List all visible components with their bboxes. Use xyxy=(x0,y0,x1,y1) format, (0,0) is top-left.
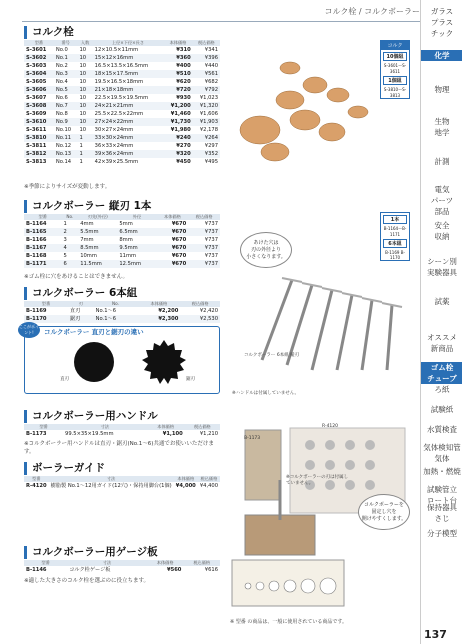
table-cell: 10 xyxy=(77,102,92,110)
page-number: 137 xyxy=(424,628,447,641)
borer-image xyxy=(232,270,412,380)
sidebar-item[interactable]: 生物 地学 xyxy=(434,117,450,137)
table-header: 税込価格 xyxy=(198,476,220,482)
table-cell: B-1168 xyxy=(26,253,47,259)
table-cell: ¥297 xyxy=(204,143,218,149)
table-cell: ¥737 xyxy=(188,260,220,268)
table-cell: ¥1,320 xyxy=(193,102,220,110)
table-cell: 9.5mm xyxy=(117,244,156,252)
table-cell: ¥1,606 xyxy=(199,111,218,117)
table-cell: 10 xyxy=(77,86,92,94)
table-header: 上径×下径×長さ xyxy=(93,40,164,46)
table-cell: 10 xyxy=(77,70,92,78)
table-cell: No.6 xyxy=(55,95,68,101)
guide-table xyxy=(24,476,220,490)
table-cell: ¥670 xyxy=(171,253,187,259)
cap-handle: B-1173 xyxy=(244,436,261,441)
sidebar-item[interactable]: シーン別 実験器具 xyxy=(427,257,457,277)
table-cell: ¥737 xyxy=(188,228,220,236)
borer-box-b: 6本組 xyxy=(383,239,407,248)
table-cell: 10 xyxy=(77,118,92,126)
table-cell: 39×36×24mm xyxy=(93,150,164,158)
table-cell: No.13 xyxy=(54,150,78,158)
handle-note-text: ※コルクボーラー用ハンドルは直刃・鋸刃(No.1～6)共通でお使いいただけます。 xyxy=(24,441,214,455)
table-cell: 10 xyxy=(77,54,92,62)
table-cell: ¥720 xyxy=(163,86,193,94)
table-cell: ¥560 xyxy=(166,567,182,573)
table-header: 本体価格 xyxy=(163,40,193,46)
table-cell: 27×24×22mm xyxy=(93,118,164,126)
table-cell: ¥352 xyxy=(193,150,220,158)
table-cell: B-1166 xyxy=(26,237,47,243)
table-cell: No.1～6 xyxy=(94,315,138,323)
sidebar-item[interactable]: 安全 収納 xyxy=(434,221,450,241)
table-cell: No.12 xyxy=(55,143,72,149)
table-cell: 16.5×13.5×16.5mm xyxy=(94,63,149,69)
table-row xyxy=(24,102,220,110)
handle-note: ※ハンドルは付属していません。 xyxy=(232,391,300,396)
table-cell: 2 xyxy=(61,228,78,236)
table-cell: No.7 xyxy=(54,102,78,110)
table-cell: ¥561 xyxy=(193,70,220,78)
table-cell: 12.5mm xyxy=(117,260,156,268)
sidebar-item[interactable]: 電気 パーツ 部品 xyxy=(430,185,454,216)
table-cell: ¥1,730 xyxy=(163,118,193,126)
table-cell: ¥495 xyxy=(204,159,218,165)
table-header: 型番 xyxy=(24,560,67,566)
borer-box-a-sub: B-1164～B-1171 xyxy=(383,226,407,237)
section-title-borer6: コルクボーラー 6本組 xyxy=(24,287,137,300)
table-cell: ¥2,530 xyxy=(180,315,220,323)
table-cell: 5 xyxy=(63,253,67,259)
sidebar-item[interactable]: 保持器具 さじ xyxy=(427,503,457,523)
table-cell: 10mm xyxy=(80,253,97,259)
table-cell: B-1165 xyxy=(24,228,61,236)
table-header: 番号 xyxy=(54,40,78,46)
cork-label-box xyxy=(380,40,410,99)
table-cell: S-3609 xyxy=(26,111,47,117)
sidebar-item[interactable]: 試験管立 ロート台 xyxy=(427,485,457,505)
table-cell: ¥616 xyxy=(204,567,218,573)
table-cell: ¥620 xyxy=(176,79,191,85)
borer-caption: コルクボーラー 6本組 縦刃 xyxy=(244,353,300,358)
table-cell: ¥396 xyxy=(193,54,220,62)
cork-label-a-sub: S-3601～S-3611 xyxy=(383,63,407,74)
table-cell: S-3605 xyxy=(26,79,47,85)
cork-note: ※季節によりサイズが変動します。 xyxy=(24,184,111,190)
cork-label-b-sub: S-3810～S-3813 xyxy=(383,87,407,98)
saw-blade-image xyxy=(140,338,188,386)
table-cell: 19.5×16.5×18mm xyxy=(94,79,144,85)
table-cell: ¥270 xyxy=(176,143,191,149)
table-row xyxy=(24,482,220,490)
table-row xyxy=(24,252,220,260)
table-cell: 42×39×25.5mm xyxy=(94,159,139,165)
table-cell: B-1170 xyxy=(24,315,68,323)
table-cell: ¥930 xyxy=(176,95,191,101)
table-cell: 36×33×24mm xyxy=(94,143,134,149)
table-row xyxy=(24,566,220,574)
table-cell: 3 xyxy=(63,237,67,243)
table-cell: No.10 xyxy=(55,127,72,133)
table-cell: ¥2,178 xyxy=(199,127,218,133)
table-cell: S-3608 xyxy=(24,102,54,110)
table-cell: 鋸刃 xyxy=(68,315,94,323)
table-header: 型番 xyxy=(24,214,61,220)
section-title-gauge: コルクボーラー用ゲージ板 xyxy=(24,546,158,559)
table-row xyxy=(24,134,220,142)
table-cell: ¥2,200 xyxy=(158,308,179,314)
table-cell: S-3602 xyxy=(24,54,54,62)
table-cell: ¥2,300 xyxy=(137,315,180,323)
table-cell: ¥1,200 xyxy=(163,102,193,110)
borer-box-a: 1本 xyxy=(383,215,407,224)
table-row xyxy=(24,62,220,70)
table-cell: ¥792 xyxy=(193,86,220,94)
table-cell: 99.5×35×19.5mm xyxy=(65,431,114,437)
table-cell: 1 xyxy=(77,150,92,158)
table-cell: 8mm xyxy=(119,237,133,243)
gauge-note: ※適した大きさのコルク栓を選ぶのに役立ちます。 xyxy=(24,578,150,584)
table-cell: No.4 xyxy=(55,79,68,85)
table-cell: ¥450 xyxy=(176,159,191,165)
header-rule xyxy=(22,21,420,22)
table-cell: 8.5mm xyxy=(78,244,117,252)
table-cell: ¥1,023 xyxy=(199,95,218,101)
table-header: 税込価格 xyxy=(185,424,220,430)
table-cell: 1 xyxy=(79,143,83,149)
sidebar-item[interactable]: 気体検知管 気体 xyxy=(423,443,461,463)
table-cell: 1 xyxy=(79,159,83,165)
table-cell: ¥310 xyxy=(176,47,191,53)
table-cell: ¥264 xyxy=(193,134,220,142)
table-cell: ¥1,903 xyxy=(193,118,220,126)
table-cell: ¥1,460 xyxy=(170,111,191,117)
sidebar-item[interactable]: 計測 xyxy=(434,157,450,166)
table-cell: ¥2,420 xyxy=(199,308,218,314)
table-cell: B-1146 xyxy=(26,567,47,573)
table-cell: S-3603 xyxy=(26,63,47,69)
table-header: 刃先(外径) xyxy=(78,214,117,220)
table-cell: No.9 xyxy=(54,118,78,126)
borer-table xyxy=(24,214,220,268)
table-cell: S-3812 xyxy=(24,150,54,158)
sidebar-item[interactable]: 加熱・燃焼 xyxy=(423,467,461,476)
table-header: No. xyxy=(61,214,78,220)
table-cell: ¥737 xyxy=(204,221,218,227)
sidebar-item[interactable]: 分子模型 xyxy=(427,529,457,538)
point-box xyxy=(24,326,220,394)
borer6-table xyxy=(24,301,220,323)
sidebar-item[interactable]: 試験紙 xyxy=(430,405,454,414)
table-cell: ¥4,000 xyxy=(175,483,196,489)
table-cell: ¥400 xyxy=(176,63,191,69)
table-cell: B-1169 xyxy=(26,308,47,314)
table-row xyxy=(24,110,220,118)
table-row xyxy=(24,236,220,244)
table-header: 税込価格 xyxy=(183,560,220,566)
table-row xyxy=(24,228,220,236)
point-badge: ここがポイント! xyxy=(18,322,40,338)
table-cell: ¥670 xyxy=(171,237,187,243)
table-header: 税込価格 xyxy=(188,214,220,220)
sidebar-item[interactable]: 化学 xyxy=(421,50,462,61)
table-cell: ¥737 xyxy=(188,244,220,252)
table-cell: 6.5mm xyxy=(117,228,156,236)
table-header: 本体価格 xyxy=(157,214,189,220)
cap-guide: R-4120 xyxy=(322,424,339,429)
borer-box xyxy=(380,212,410,261)
table-row xyxy=(24,54,220,62)
point-title: コルクボーラー 直刃と鋸刃の違い xyxy=(44,328,144,336)
table-cell: No.14 xyxy=(55,159,72,165)
table-cell: ¥682 xyxy=(204,79,218,85)
table-cell: 10 xyxy=(79,95,87,101)
table-cell: ¥240 xyxy=(163,134,193,142)
table-header: 外径 xyxy=(117,214,156,220)
table-cell: ¥670 xyxy=(157,260,189,268)
guide-bubble: コルクボーラーを 固定し穴を 開けやすくします。 xyxy=(358,494,410,530)
table-row xyxy=(24,430,220,438)
header-breadcrumb: コルク栓 / コルクボーラー xyxy=(324,7,420,16)
table-cell: 10 xyxy=(79,79,87,85)
table-cell: 12×10.5×11mm xyxy=(94,47,139,53)
table-cell: S-3604 xyxy=(24,70,54,78)
table-cell: 15×12×16mm xyxy=(93,54,164,62)
table-row xyxy=(24,158,220,166)
table-cell: No.5 xyxy=(54,86,78,94)
borer-bubble: あけた穴は 刃の外径より 小さくなります。 xyxy=(240,232,292,268)
table-cell: 10 xyxy=(79,47,87,53)
gauge-image xyxy=(228,556,348,610)
table-cell: ¥510 xyxy=(163,70,193,78)
table-cell: No.2 xyxy=(55,63,68,69)
table-cell: S-3610 xyxy=(24,118,54,126)
gauge-table xyxy=(24,560,220,574)
table-cell: 11mm xyxy=(119,253,137,259)
table-row xyxy=(24,142,220,150)
table-cell: 24×21×21mm xyxy=(93,102,164,110)
table-cell: B-1171 xyxy=(24,260,61,268)
section-title-cork: コルク栓 xyxy=(24,26,74,39)
sidebar-item[interactable]: ガラス プラス チック xyxy=(430,7,454,38)
table-row xyxy=(24,46,220,54)
table-row xyxy=(24,94,220,102)
straight-label: 直刃 xyxy=(60,377,69,382)
table-cell: S-3810 xyxy=(24,134,54,142)
table-cell: S-3611 xyxy=(26,127,47,133)
cork-label-a: 10個組 xyxy=(383,52,407,61)
table-cell: 6 xyxy=(61,260,78,268)
table-row xyxy=(24,126,220,134)
table-cell: 30×27×24mm xyxy=(94,127,134,133)
sidebar-item[interactable]: 物理 xyxy=(434,85,450,94)
handle-table xyxy=(24,424,220,438)
table-cell: ¥670 xyxy=(157,244,189,252)
section-title-guide: ボーラーガイド xyxy=(24,462,105,475)
table-cell: ¥341 xyxy=(204,47,218,53)
table-cell: 5mm xyxy=(119,221,133,227)
table-cell: ¥1,100 xyxy=(162,431,183,437)
table-header: 型番 xyxy=(24,301,68,307)
table-cell: R-4120 xyxy=(26,483,47,489)
table-header: 本体価格 xyxy=(147,424,185,430)
table-cell: 33×30×24mm xyxy=(93,134,164,142)
table-cell: 10 xyxy=(79,63,87,69)
table-header: 型番 xyxy=(24,424,63,430)
sidebar-item[interactable]: ゴム栓 チューブ xyxy=(421,362,462,384)
table-header: No. xyxy=(94,301,138,307)
table-cell: 5.5mm xyxy=(78,228,117,236)
borer-note: ※ゴム栓に穴をあけることはできません。 xyxy=(24,274,128,280)
table-cell: コルク栓ゲージ板 xyxy=(69,567,111,573)
table-row xyxy=(24,150,220,158)
table-cell: ¥1,210 xyxy=(199,431,218,437)
table-row xyxy=(24,244,220,252)
table-header: 本体価格 xyxy=(147,560,184,566)
table-cell: 25.5×22.5×22mm xyxy=(94,111,144,117)
table-cell: S-3813 xyxy=(26,159,47,165)
table-cell: No.3 xyxy=(54,70,78,78)
table-header: 寸法 xyxy=(49,476,174,482)
sidebar-item[interactable]: 試薬 xyxy=(434,297,450,306)
table-cell: 22.5×19.5×19.5mm xyxy=(94,95,149,101)
table-cell: S-3601 xyxy=(26,47,47,53)
table-cell: 10 xyxy=(79,111,87,117)
table-cell: 11.5mm xyxy=(78,260,117,268)
table-row xyxy=(24,86,220,94)
table-cell: S-3811 xyxy=(26,143,47,149)
table-cell: ¥670 xyxy=(171,221,187,227)
table-cell: ¥737 xyxy=(204,237,218,243)
table-header: 刃 xyxy=(68,301,94,307)
table-header: 寸法 xyxy=(67,560,147,566)
table-row xyxy=(24,260,220,268)
sidebar-item[interactable]: ろ紙 xyxy=(434,385,450,394)
cap-blade-note: ※コルクボーラーの刃は付属していません。 xyxy=(286,475,349,486)
straight-blade-image xyxy=(70,338,118,386)
table-row xyxy=(24,118,220,126)
cork-label-title: コルク xyxy=(381,41,409,50)
table-header: 税込価格 xyxy=(193,40,220,46)
cork-table xyxy=(24,40,220,166)
table-cell: ¥1,980 xyxy=(170,127,191,133)
table-row xyxy=(24,307,220,315)
table-row xyxy=(24,70,220,78)
table-cell: 10 xyxy=(79,127,87,133)
table-cell: No.11 xyxy=(54,134,78,142)
table-header: 本体価格 xyxy=(137,301,180,307)
table-cell: B-1173 xyxy=(26,431,47,437)
table-cell: ¥320 xyxy=(163,150,193,158)
table-cell: No.8 xyxy=(55,111,68,117)
sidebar-item[interactable]: オススメ 新商品 xyxy=(427,333,457,353)
table-header: 寸法 xyxy=(63,424,147,430)
table-cell: 1 xyxy=(63,221,67,227)
section-title-borer: コルクボーラー 縦刃 1本 xyxy=(24,200,151,213)
saw-label: 鋸刃 xyxy=(186,377,195,382)
borer-box-b-sub: B-1169 B-1170 xyxy=(385,250,405,260)
table-cell: No.1 xyxy=(54,54,78,62)
sidebar xyxy=(420,0,462,644)
table-cell: 18×15×17.5mm xyxy=(93,70,164,78)
table-cell: S-3607 xyxy=(26,95,47,101)
table-header: 型番 xyxy=(24,40,54,46)
footer-text: ※ 型番 の商品は、一般に使用されている商品です。 xyxy=(230,619,347,625)
table-cell: B-1164 xyxy=(26,221,47,227)
table-cell: 4 xyxy=(61,244,78,252)
table-cell: 21×18×18mm xyxy=(93,86,164,94)
table-cell: ¥670 xyxy=(157,228,189,236)
table-header: 本体価格 xyxy=(174,476,198,482)
table-cell: ¥4,400 xyxy=(199,483,218,489)
table-row xyxy=(24,220,220,228)
table-cell: 1 xyxy=(77,134,92,142)
table-cell: ¥360 xyxy=(163,54,193,62)
table-cell: No.1～6 xyxy=(95,308,117,314)
table-cell: ¥440 xyxy=(204,63,218,69)
table-cell: 4mm xyxy=(80,221,94,227)
table-cell: S-3606 xyxy=(24,86,54,94)
table-cell: 直刃 xyxy=(69,308,81,314)
table-cell: 樹脂製 No.1～12用ガイド(12穴)・保持用脚台(1個) xyxy=(50,483,172,489)
table-row xyxy=(24,78,220,86)
table-header: 型番 xyxy=(24,476,49,482)
table-header: 入数 xyxy=(77,40,92,46)
table-header: 税込価格 xyxy=(180,301,220,307)
sidebar-item[interactable]: 水質検査 xyxy=(427,425,457,434)
table-row xyxy=(24,315,220,323)
section-title-handle: コルクボーラー用ハンドル xyxy=(24,410,158,423)
table-cell: B-1167 xyxy=(24,244,61,252)
cork-image xyxy=(220,40,380,170)
table-cell: ¥737 xyxy=(204,253,218,259)
table-cell: No.0 xyxy=(55,47,68,53)
cork-label-b: 1個組 xyxy=(383,76,407,85)
table-cell: 7mm xyxy=(80,237,94,243)
